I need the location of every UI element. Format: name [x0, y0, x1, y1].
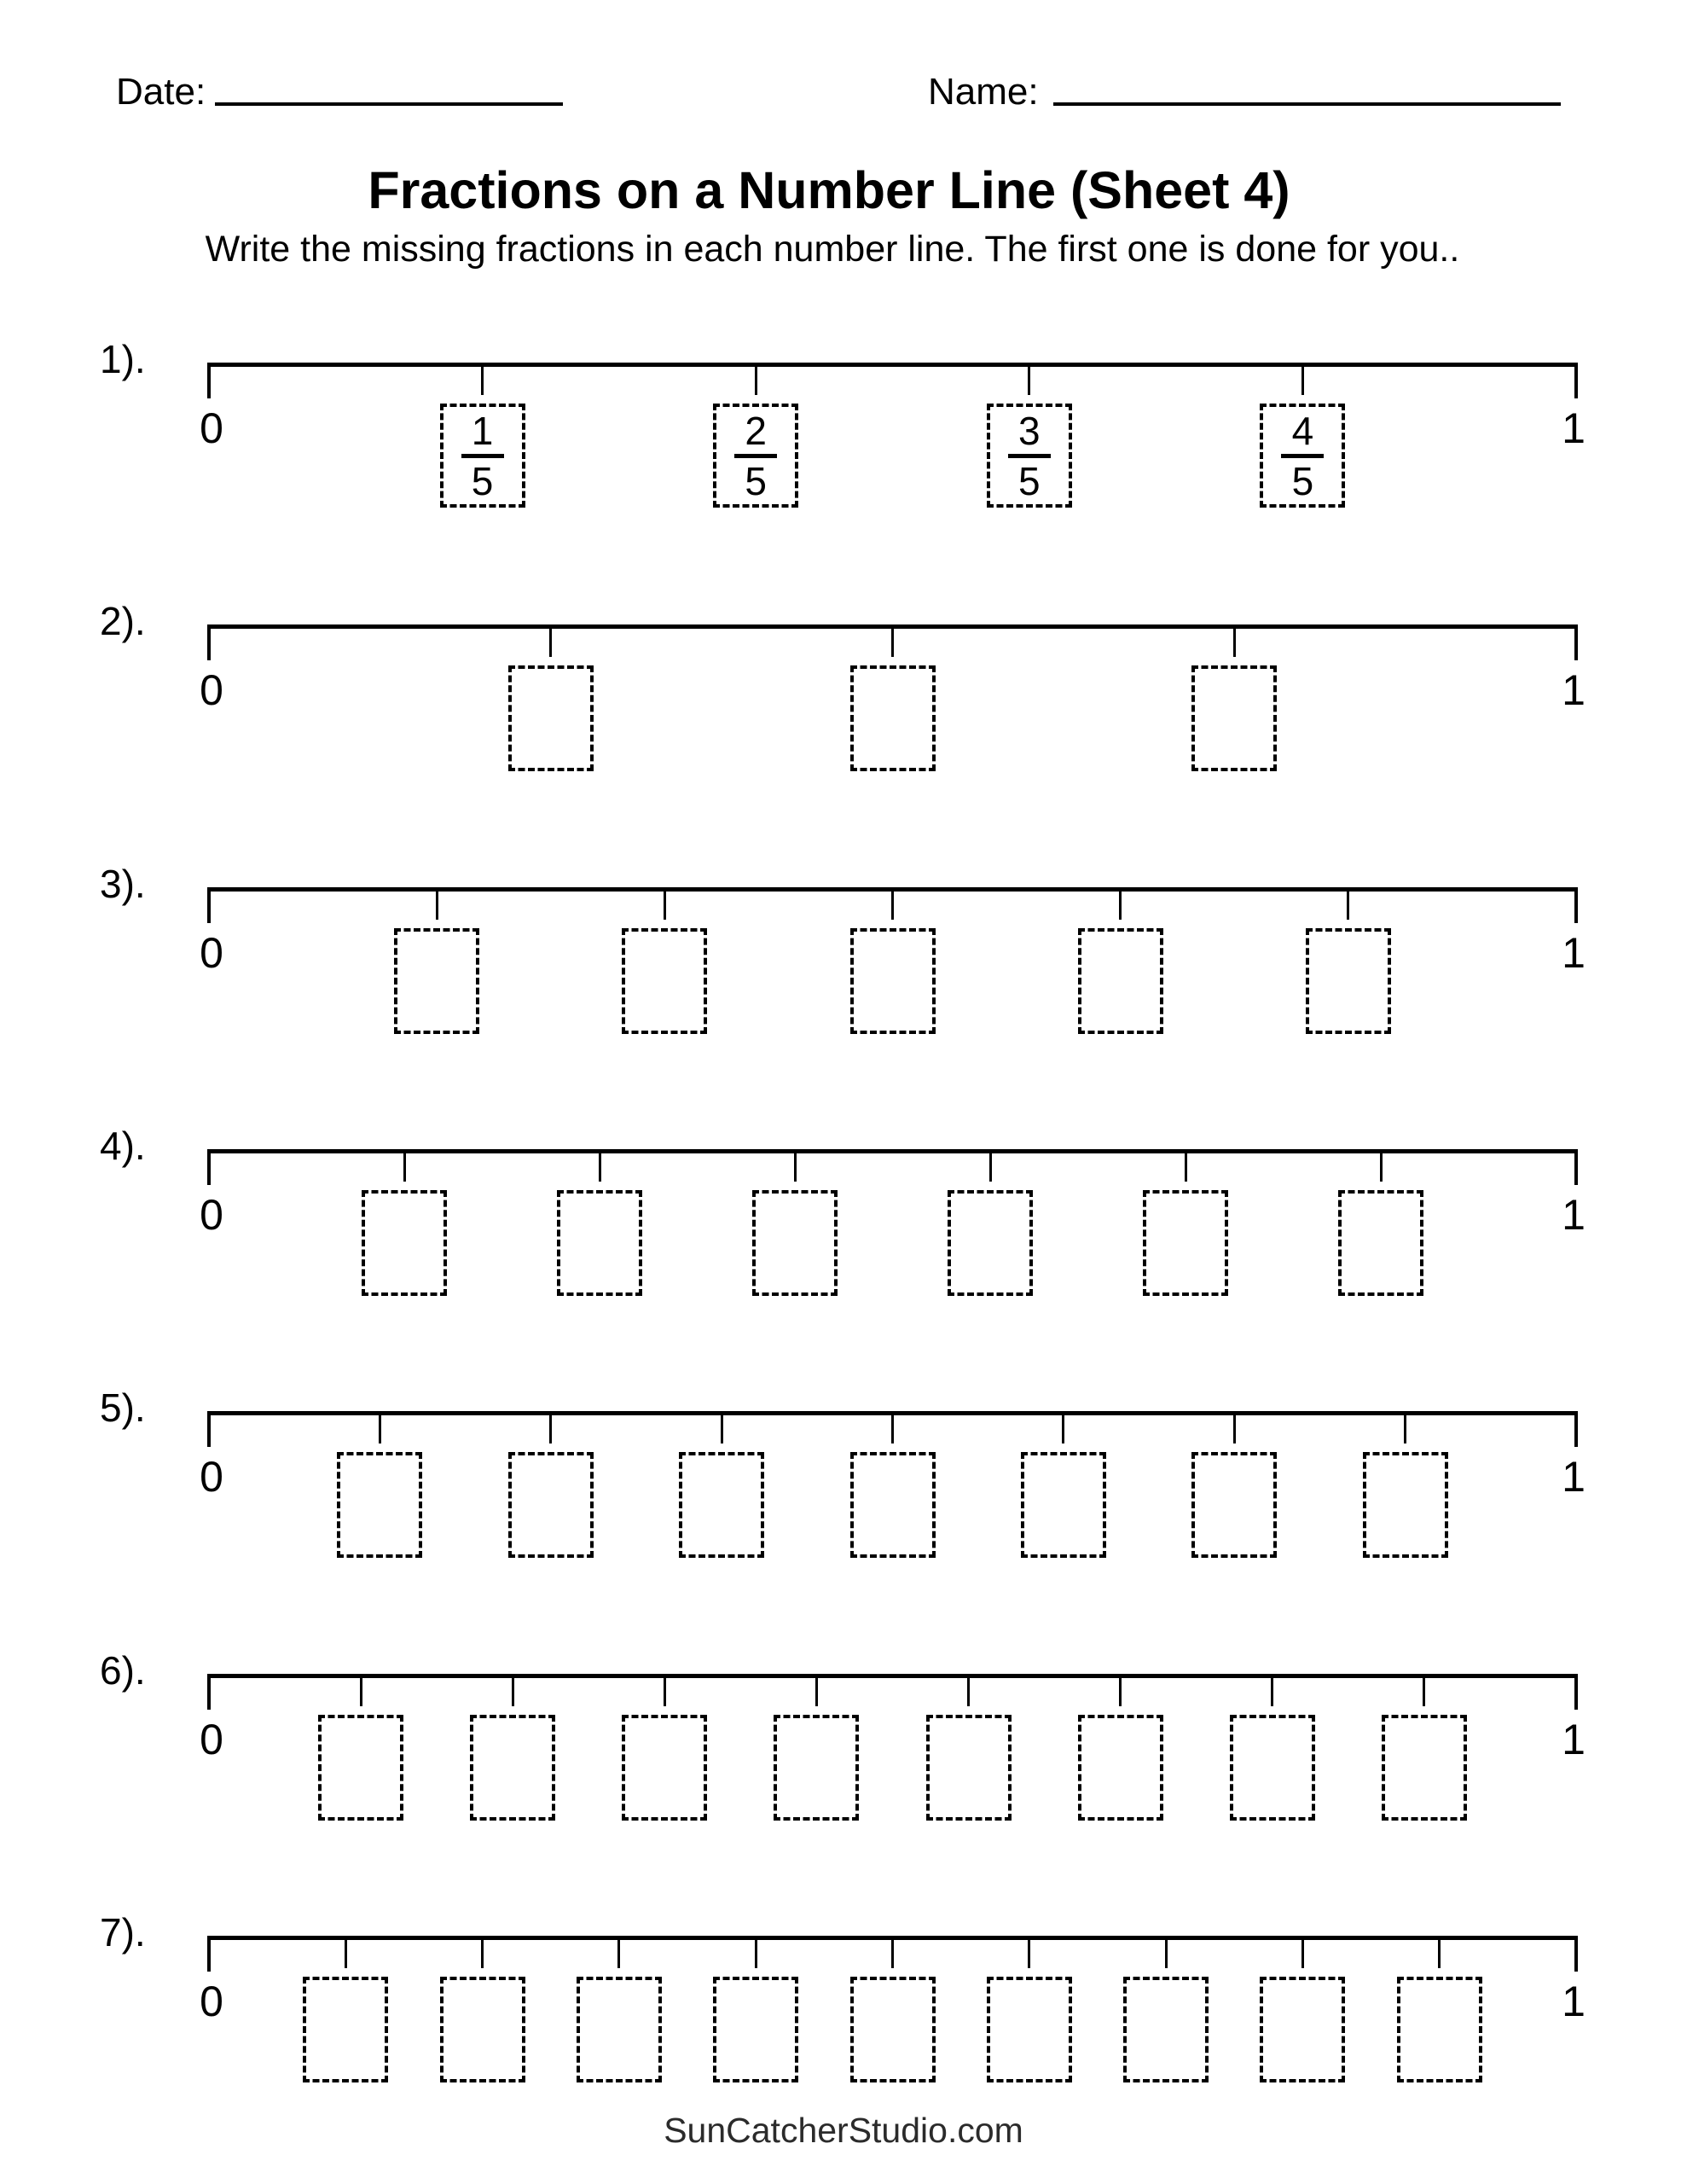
fraction-numerator: 1 [471, 408, 494, 453]
tick-mark [481, 1936, 484, 1968]
answer-box[interactable] [713, 1977, 798, 2082]
tick-mark [1574, 1936, 1578, 1972]
zero-label: 0 [200, 929, 223, 977]
answer-box[interactable] [1260, 1977, 1345, 2082]
problem-number-label: 6). [100, 1648, 146, 1693]
answer-box[interactable] [440, 1977, 525, 2082]
name-label: Name: [928, 71, 1039, 113]
tick-mark [207, 1936, 211, 1972]
fraction-denominator: 5 [745, 458, 767, 503]
tick-mark [617, 1936, 620, 1968]
zero-label: 0 [200, 1978, 223, 2025]
tick-mark [1438, 1936, 1441, 1968]
answer-box[interactable] [303, 1977, 388, 2082]
fraction-numerator: 4 [1291, 408, 1314, 453]
tick-mark [755, 1936, 757, 1968]
problem-number-label: 2). [100, 599, 146, 643]
fraction-numerator: 2 [745, 408, 767, 453]
zero-label: 0 [200, 666, 223, 714]
problem-number-label: 4). [100, 1124, 146, 1168]
one-label: 1 [1562, 1453, 1586, 1501]
answer-box[interactable] [1397, 1977, 1482, 2082]
tick-mark [1301, 1936, 1304, 1968]
tick-mark [891, 1936, 894, 1968]
zero-label: 0 [200, 1716, 223, 1763]
one-label: 1 [1562, 666, 1586, 714]
date-label: Date: [116, 71, 206, 113]
zero-label: 0 [200, 1191, 223, 1239]
worksheet-title: Fractions on a Number Line (Sheet 4) [368, 161, 1290, 219]
tick-mark [1028, 1936, 1030, 1968]
zero-label: 0 [200, 404, 223, 452]
footer-credit: SunCatcherStudio.com [664, 2111, 1023, 2150]
tick-mark [1165, 1936, 1168, 1968]
zero-label: 0 [200, 1453, 223, 1501]
one-label: 1 [1562, 404, 1586, 452]
answer-box[interactable] [850, 1977, 936, 2082]
problem-number-label: 7). [100, 1910, 146, 1955]
one-label: 1 [1562, 929, 1586, 977]
answer-box[interactable] [987, 1977, 1072, 2082]
fraction-numerator: 3 [1018, 408, 1041, 453]
worksheet-instructions: Write the missing fractions in each number line. The first one is done for you.. [205, 229, 1460, 270]
problem-number-label: 3). [100, 862, 146, 906]
answer-box[interactable] [1123, 1977, 1209, 2082]
problem-number-label: 5). [100, 1385, 146, 1430]
one-label: 1 [1562, 1978, 1586, 2025]
fraction-denominator: 5 [1018, 458, 1041, 503]
answer-box[interactable] [577, 1977, 662, 2082]
problem-number-label: 1). [100, 337, 146, 381]
one-label: 1 [1562, 1716, 1586, 1763]
fraction-denominator: 5 [471, 458, 494, 503]
one-label: 1 [1562, 1191, 1586, 1239]
fraction-denominator: 5 [1291, 458, 1314, 503]
tick-mark [345, 1936, 347, 1968]
